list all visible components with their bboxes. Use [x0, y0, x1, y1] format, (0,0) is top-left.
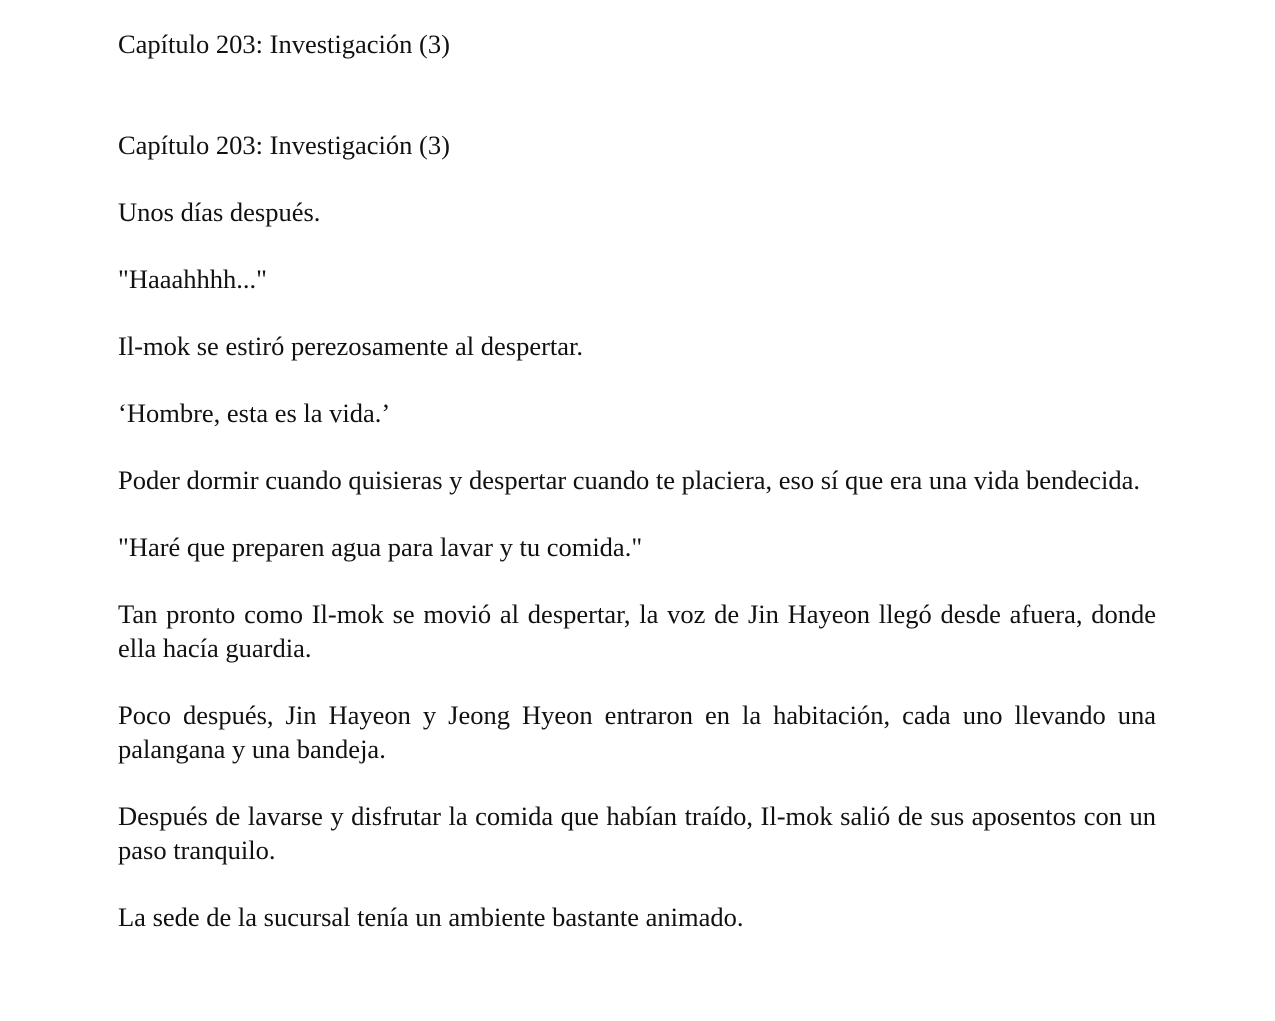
paragraph: "Haaahhhh..." [118, 264, 267, 294]
running-title: Capítulo 203: Investigación (3) [118, 29, 450, 59]
paragraph: "Haré que preparen agua para lavar y tu comida." [118, 532, 643, 562]
document-page [118, 27, 1156, 934]
paragraph: Después de lavarse y disfrutar la comida que habían traído, Il-mok salió de sus aposentos con un paso tranquilo. [118, 801, 1156, 865]
paragraph: ‘Hombre, esta es la vida.’ [118, 398, 391, 428]
chapter-heading: Capítulo 203: Investigación (3) [118, 130, 450, 160]
paragraph: Poder dormir cuando quisieras y despertar cuando te placiera, eso sí que era una vida bendecida. [118, 465, 1141, 495]
paragraph: Tan pronto como Il-mok se movió al despertar, la voz de Jin Hayeon llegó desde afuera, donde ella hacía guardia. [118, 599, 1156, 663]
paragraph: La sede de la sucursal tenía un ambiente bastante animado. [118, 902, 744, 932]
paragraph: Il-mok se estiró perezosamente al despertar. [118, 331, 584, 361]
paragraph: Poco después, Jin Hayeon y Jeong Hyeon entraron en la habitación, cada uno llevando una palangana y una bandeja. [118, 700, 1156, 764]
paragraph: Unos días después. [118, 197, 321, 227]
